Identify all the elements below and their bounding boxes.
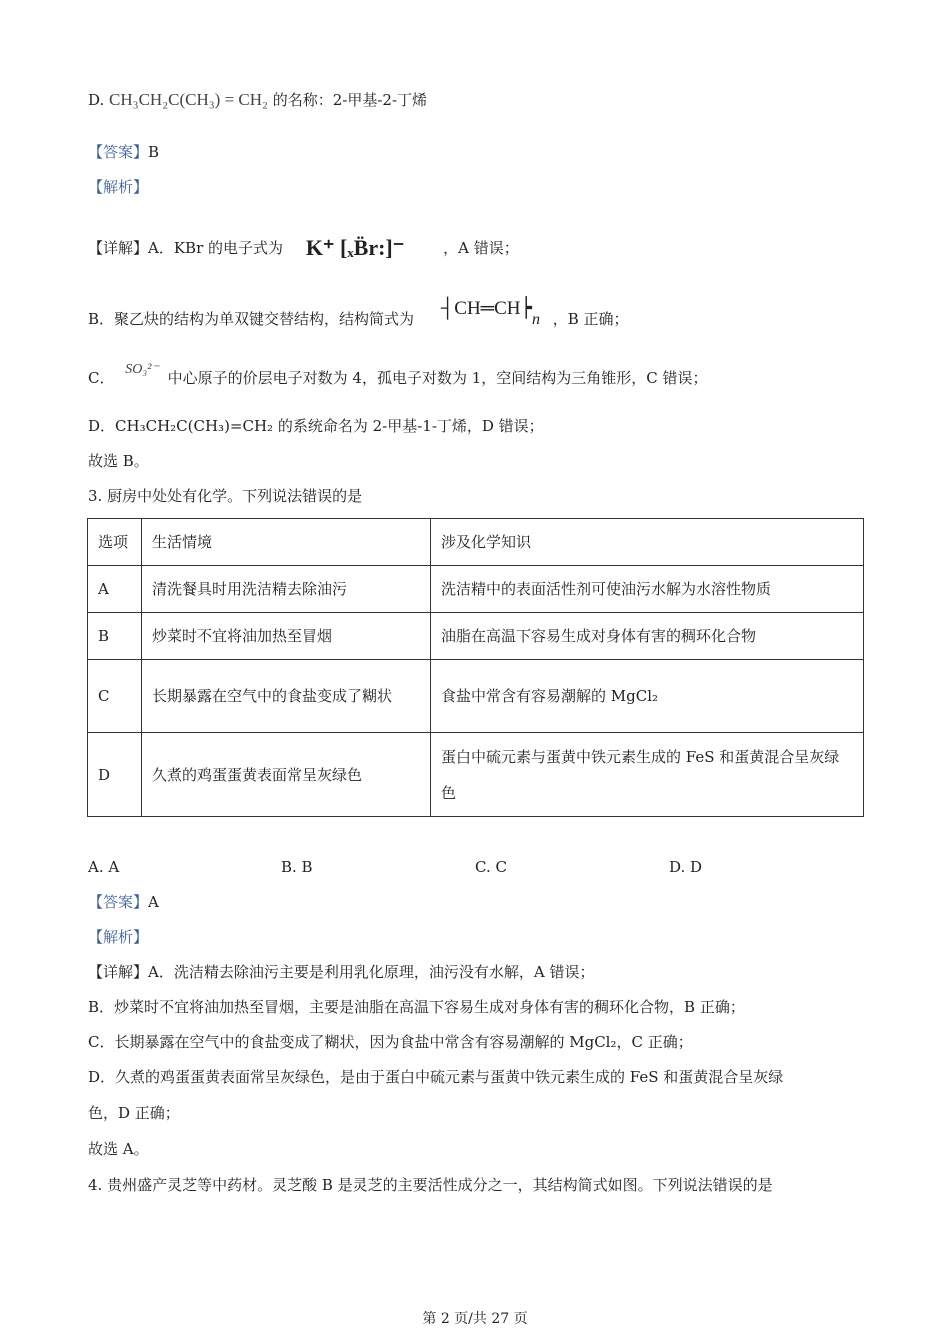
detail-a-text: A．KBr 的电子式为 — [148, 239, 284, 257]
q3-detail-d-cont: 色，D 正确； — [88, 1104, 180, 1122]
option-d-text: 的名称：2-甲基-2-丁烯 — [272, 91, 428, 109]
q2-conclusion: 故选 B。 — [88, 452, 149, 470]
row-scene: 炒菜时不宜将油加热至冒烟 — [142, 613, 431, 660]
q3-detail-a — [88, 962, 594, 982]
row-knowledge: 油脂在高温下容易生成对身体有害的稠环化合物 — [431, 613, 864, 660]
row-knowledge: 蛋白中硫元素与蛋黄中铁元素生成的 FeS 和蛋黄混合呈灰绿色 — [431, 733, 864, 817]
answer-value: A — [148, 893, 159, 911]
row-option: A — [88, 566, 142, 613]
table-row — [88, 566, 864, 613]
detail-b-tail: ，B 正确； — [552, 310, 629, 328]
answer-value: B — [148, 143, 160, 161]
q3-detail-d: D．久煮的鸡蛋蛋黄表面常呈灰绿色，是由于蛋白中硫元素与蛋黄中铁元素生成的 FeS 和蛋黄混合呈灰绿 — [88, 1068, 784, 1086]
row-option: B — [88, 613, 142, 660]
row-option: C — [88, 660, 142, 733]
q2-analysis-tag: 【解析】 — [88, 178, 149, 196]
answer-tag: 【答案】 — [88, 893, 149, 911]
row-scene: 长期暴露在空气中的食盐变成了糊状 — [142, 660, 431, 733]
detail-a-tail: ，A 错误； — [443, 239, 519, 257]
row-scene: 清洗餐具时用洗洁精去除油污 — [142, 566, 431, 613]
header-scene: 生活情境 — [142, 519, 431, 566]
table-row — [88, 660, 864, 733]
q2-detail-d: D．CH₃CH₂C(CH₃)=CH₂ 的系统命名为 2-甲基-1-丁烯，D 错误； — [88, 417, 544, 435]
option-c: C. C — [475, 858, 507, 876]
sulfite-formula: SO₃²⁻ — [125, 362, 159, 377]
kbr-electron-formula: K⁺ [ₓB̈r:]⁻ — [305, 235, 405, 260]
q3-detail-c: C．长期暴露在空气中的食盐变成了糊状，因为食盐中常含有容易潮解的 MgCl₂，C 正确； — [88, 1033, 693, 1051]
option-a: A. A — [88, 858, 120, 876]
q2-detail-a — [88, 236, 519, 258]
row-scene: 久煮的鸡蛋蛋黄表面常呈灰绿色 — [142, 733, 431, 817]
option-b: B. B — [281, 858, 313, 876]
q3-stem: 3. 厨房中处处有化学。下列说法错误的是 — [88, 487, 363, 505]
q2-answer — [88, 142, 159, 162]
detail-tag: 【详解】 — [88, 963, 149, 981]
q2-detail-b — [88, 298, 629, 330]
polyacetylene-formula: ┤CH═CH┝ — [440, 298, 532, 319]
row-knowledge: 洗洁精中的表面活性剂可使油污水解为水溶性物质 — [431, 566, 864, 613]
detail-c-prefix: C． — [88, 369, 115, 387]
header-option: 选项 — [88, 519, 142, 566]
q3-detail-b: B．炒菜时不宜将油加热至冒烟，主要是油脂在高温下容易生成对身体有害的稠环化合物，B 正确； — [88, 998, 745, 1016]
table-row — [88, 733, 864, 817]
q3-analysis-tag: 【解析】 — [88, 928, 149, 946]
table-row — [88, 613, 864, 660]
detail-a-text: A．洗洁精去除油污主要是利用乳化原理，油污没有水解，A 错误； — [148, 963, 595, 981]
q3-table — [87, 518, 864, 817]
header-knowledge: 涉及化学知识 — [431, 519, 864, 566]
answer-tag: 【答案】 — [88, 143, 149, 161]
detail-c-text: 中心原子的价层电子对数为 4，孤电子对数为 1，空间结构为三角锥形，C 错误； — [167, 369, 708, 387]
option-d-formula: CH₃CH₂C(CH₃) = CH₂ — [109, 90, 268, 109]
polyacetylene-n: n — [531, 311, 540, 328]
q3-answer — [88, 892, 159, 912]
q2-detail-c — [88, 362, 708, 390]
option-d-line — [88, 90, 427, 110]
detail-b-text: B．聚乙炔的结构为单双键交替结构，结构简式为 — [88, 310, 415, 328]
q3-conclusion: 故选 A。 — [88, 1140, 149, 1158]
row-knowledge: 食盐中常含有容易潮解的 MgCl₂ — [431, 660, 864, 733]
detail-tag: 【详解】 — [88, 239, 149, 257]
row-option: D — [88, 733, 142, 817]
table-header-row — [88, 519, 864, 566]
option-d-prefix: D. — [88, 91, 105, 109]
page-footer: 第 2 页/共 27 页 — [422, 1311, 528, 1327]
option-d: D. D — [669, 858, 703, 876]
q4-stem: 4. 贵州盛产灵芝等中药材。灵芝酸 B 是灵芝的主要活性成分之一，其结构简式如图。下列说法错误的是 — [88, 1176, 773, 1194]
